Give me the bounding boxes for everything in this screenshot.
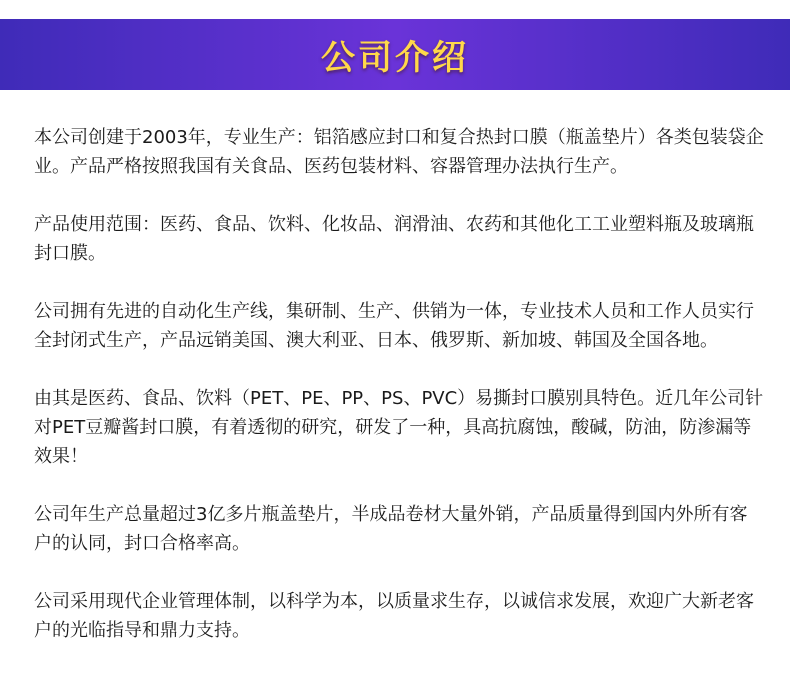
intro-paragraph-output: 公司年生产总量超过3亿多片瓶盖垫片，半成品卷材大量外销，产品质量得到国内外所有客户的认同，封口合格率高。	[34, 504, 748, 554]
intro-paragraph-usage-scope: 产品使用范围：医药、食品、饮料、化妆品、润滑油、农药和其他化工工业塑料瓶及玻璃瓶封口膜。	[34, 214, 754, 264]
header-banner	[0, 19, 790, 90]
intro-paragraph-management: 公司采用现代企业管理体制，以科学为本，以质量求生存，以诚信求发展，欢迎广大新老客户的光临指导和鼎力支持。	[34, 591, 754, 641]
intro-paragraph-production-line: 公司拥有先进的自动化生产线，集研制、生产、供销为一体，专业技术人员和工作人员实行全封闭式生产，产品远销美国、澳大利亚、日本、俄罗斯、新加坡、韩国及全国各地。	[34, 301, 754, 351]
page-title: 公司介绍	[321, 38, 469, 78]
intro-paragraph-specialty: 由其是医药、食品、饮料（PET、PE、PP、PS、PVC）易撕封口膜别具特色。近几年公司针对PET豆瓣酱封口膜，有着透彻的研究，研发了一种，具高抗腐蚀，酸碱，防油，防渗漏等效果！	[34, 388, 764, 467]
intro-paragraph-founding: 本公司创建于2003年，专业生产：铝箔感应封口和复合热封口膜（瓶盖垫片）各类包装袋企业。产品严格按照我国有关食品、医药包装材料、容器管理办法执行生产。	[34, 127, 764, 177]
company-intro-body	[34, 123, 764, 645]
